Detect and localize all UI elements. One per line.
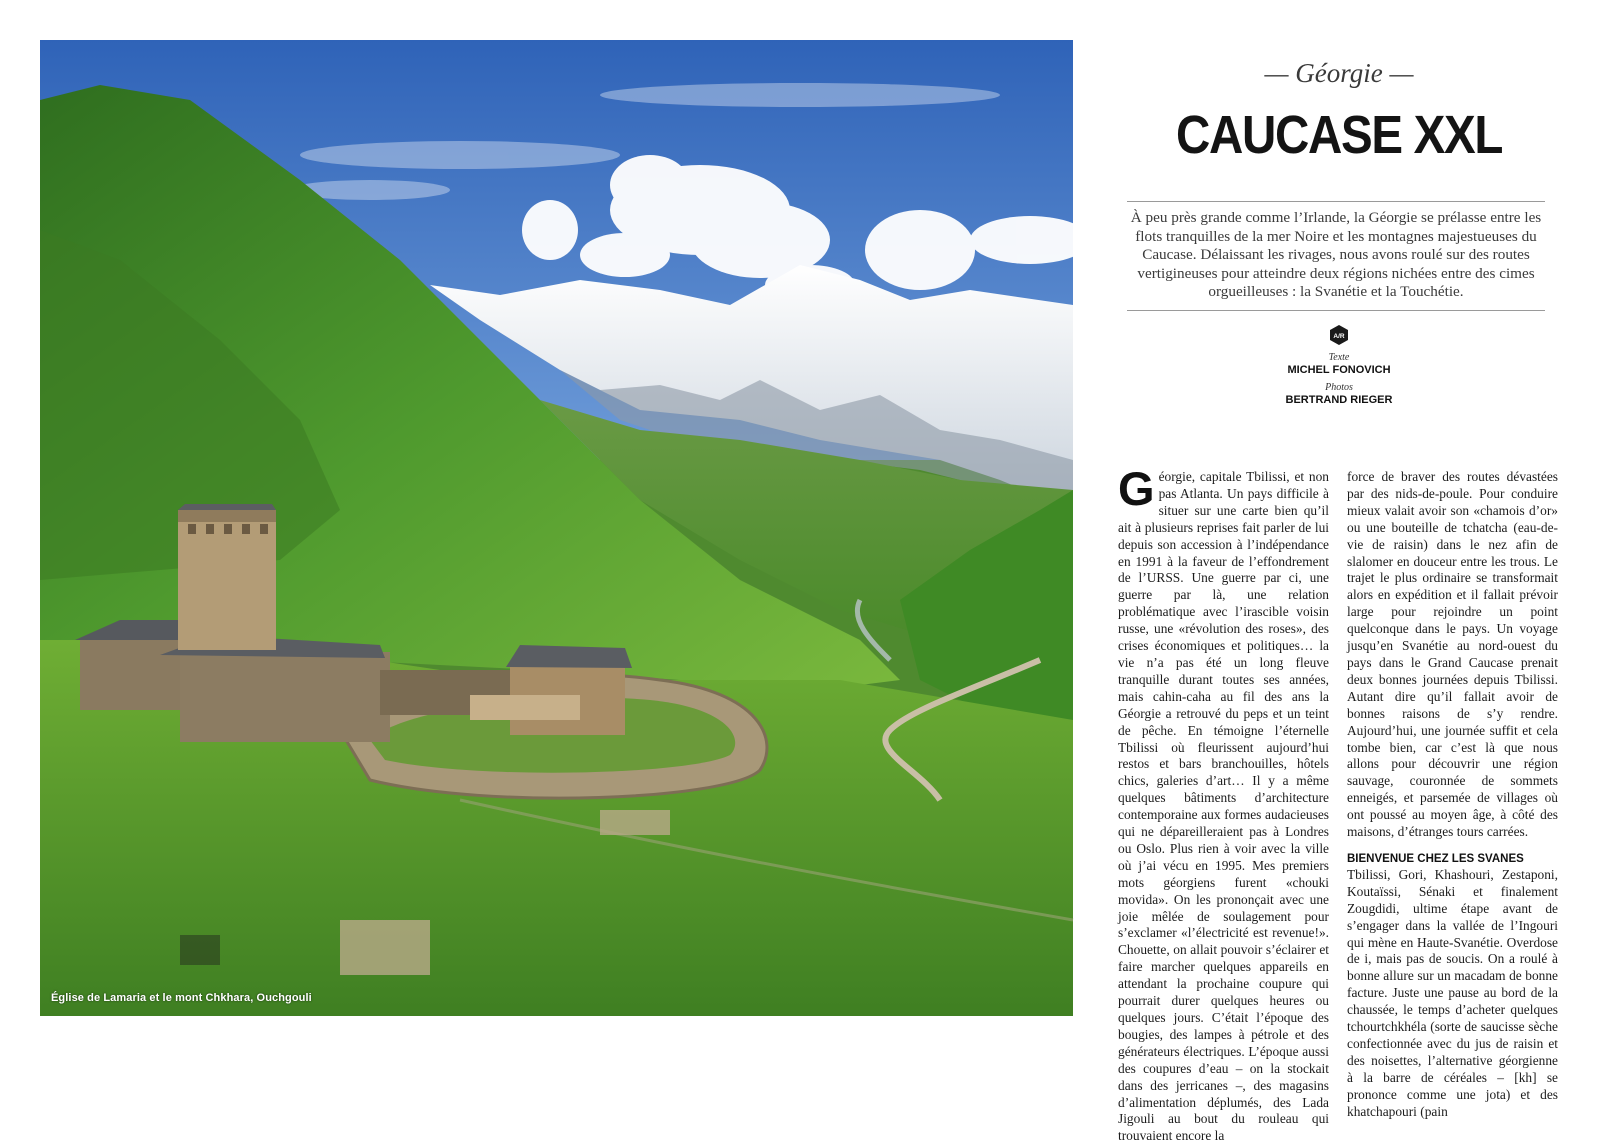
subheading: BIENVENUE CHEZ LES SVANES [1347, 852, 1524, 865]
article-body [1118, 462, 1558, 1144]
logo-text: A/R [1333, 332, 1345, 340]
article-column-2 [1347, 469, 1558, 1119]
photo-credit-label: Photos [1325, 381, 1353, 393]
drop-cap: G [1118, 462, 1155, 515]
credits [1118, 324, 1560, 407]
photo-credit-author: BERTRAND RIEGER [1285, 393, 1393, 406]
column-1-text: éorgie, capitale Tbilissi, et non pas Atlanta. Un pays difficile à situer sur une carte bien qu’il ait à plusieurs reprises fait parler de lui depuis son accession à l’indépendance en 1991 à la faveur de l’effondrement de l’URSS. Une guerre par ci, une guerre par là, une relation problématique avec l’irascible voisin russe, une «révolution des roses», des crises économiques et politiques… la vie n’a pas été un long fleuve tranquille durant toutes ses années, mais cahin-caha au fil des ans la Géorgie a retrouvé du peps et un teint de pêche. En témoigne l’éternelle Tbilissi où fleurissent aujourd’hui restos et bars branchouilles, hôtels chics, galeries d’art… Il y a même quelques bâtiments d’architecture contemporaine aux formes audacieuses qui ne dépareilleraient pas à Londres ou Oslo. Plus rien à voir avec la ville où j’ai vécu en 1995. Mes premiers mots géorgiens furent «chouki movida». On les prononçait avec une joie mêlée de soulagement pour s’exclamer «l’électricité est revenue!». Chouette, on allait pouvoir s’éclairer et faire marcher quelques appareils en attendant la prochaine coupure qui pourrait durer quelques heures ou quelques jours. C’était l’époque des bougies, des lampes à pétrole et des générateurs électriques. L’époque aussi des coupures d’eau – on la stockait dans des jerricanes –, des magasins d’alimentation déplumés, des Lada Jigouli au bout du rouleau qui trouvaient encore la [1118, 469, 1329, 1144]
text-credit-author: MICHEL FONOVICH [1287, 363, 1391, 376]
column-2-text-a: force de braver des routes dévastées par des nids-de-poule. Pour conduire mieux valait avoir son «chamois d’or» ou une bouteille de tchatcha (eau-de-vie de raisin) dans le nez afin de slalomer en douceur entre les trous. Le trajet le plus ordinaire se transformait alors en expédition et il fallait prévoir large pour rejoindre un point quelconque dans le pays. Un voyage jusqu’en Svanétie au nord-ouest du pays dans le Grand Caucase prenait deux bonnes journées depuis Tbilissi. Autant dire qu’il fallait avoir de bonnes raisons de s’y rendre. Aujourd’hui, une journée suffit et cela tombe bien, car c’est là que nous allons pour découvrir une région sauvage, couronnée de sommets enneigés, et parsemée de villages où ont poussé au moyen âge, à côté des maisons, d’étranges tours carrées. [1347, 469, 1558, 840]
standfirst: À peu près grande comme l’Irlande, la Géorgie se prélasse entre les flots tranquilles de la mer Noire et les montagnes majestueuses du Caucase. Délaissant les rivages, nous avons roulé sur des routes vertigineuses pour atteindre deux régions nichées entre des cimes orgueilleuses : la Svanétie et la Touchétie. [1127, 201, 1545, 311]
column-2-text-b: Tbilissi, Gori, Khashouri, Zestaponi, Koutaïssi, Sénaki et finalement Zougdidi, ultime étape avant de s’engager dans la vallée de l’Ingouri qui mène en Haute-Svanétie. Overdose de i, mais pas de soucis. On a roulé à bonne allure sur un macadam de bonne facture. Juste une pause au bord de la chaussée, le temps d’acheter quelques tchourtchkhéla (sorte de saucisse sèche confectionnée avec du jus de raisin et des noisettes, l’alternative géorgienne à la barre de céréales – [kh] se prononce comme une jota) et des khatchapouri (pain [1347, 866, 1558, 1119]
landscape-illustration [40, 40, 1073, 1016]
magazine-logo-icon [1329, 324, 1349, 346]
photo-caption: Église de Lamaria et le mont Chkhara, Ouchgouli [51, 992, 312, 1004]
hero-photo [40, 40, 1073, 1016]
headline: CAUCASE XXL [1175, 105, 1503, 165]
text-credit-label: Texte [1328, 351, 1350, 363]
section-kicker: — Géorgie — [1264, 58, 1414, 88]
article-column-1 [1118, 462, 1329, 1144]
